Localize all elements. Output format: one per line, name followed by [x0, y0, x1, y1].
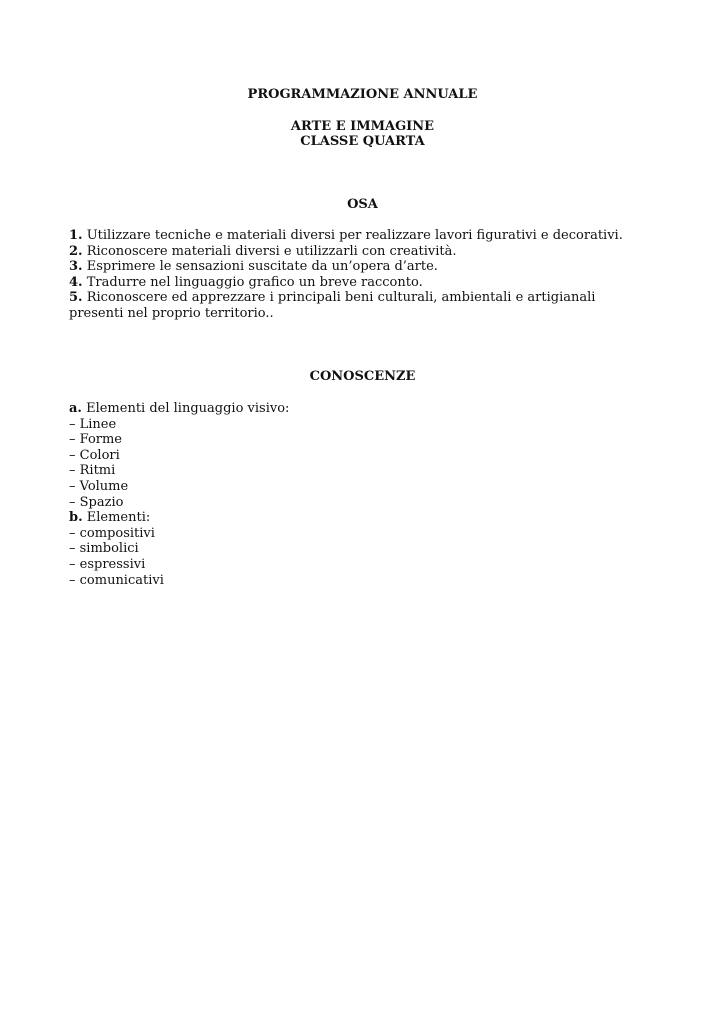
osa-item-number: 5. [69, 290, 83, 306]
list-item: – Volume [69, 478, 129, 494]
osa-item-number: 2. [69, 243, 83, 259]
osa-heading: OSA [347, 197, 378, 212]
osa-item-5 [69, 290, 669, 306]
list-item: – Ritmi [69, 463, 116, 479]
list-item: – comunicativi [69, 572, 164, 588]
osa-item-text: Riconoscere ed apprezzare i principali beni culturali, ambientali e artigianali [86, 290, 596, 306]
class-title: CLASSE QUARTA [300, 134, 425, 149]
list-item: – Colori [69, 447, 120, 463]
list-item: – Linee [69, 416, 117, 432]
section-b-heading [69, 510, 669, 526]
osa-item-text: Utilizzare tecniche e materiali diversi per realizzare lavori figurativi e decorativi. [86, 228, 623, 243]
osa-item-number: 1. [69, 228, 83, 243]
osa-item-1 [69, 228, 669, 244]
section-a-heading [69, 401, 669, 417]
section-b-letter: b. [69, 510, 83, 526]
osa-item-3 [69, 259, 669, 275]
osa-item-text: Riconoscere materiali diversi e utilizzarli con creatività. [86, 243, 457, 259]
section-a-text: Elementi del linguaggio visivo: [86, 401, 290, 416]
osa-item-number: 3. [69, 259, 83, 275]
osa-item-text: Tradurre nel linguaggio grafico un breve racconto. [86, 274, 423, 290]
osa-item-2 [69, 244, 669, 260]
section-a-letter: a. [69, 401, 82, 416]
osa-item-text: Esprimere le sensazioni suscitate da un’opera d’arte. [86, 259, 438, 275]
list-item: – espressivi [69, 556, 146, 572]
osa-item-4 [69, 275, 669, 291]
conoscenze-heading: CONOSCENZE [309, 369, 416, 384]
list-item: – compositivi [69, 525, 155, 541]
list-item: – simbolici [69, 541, 139, 557]
document-title: PROGRAMMAZIONE ANNUALE [247, 87, 478, 102]
osa-list [69, 228, 669, 322]
subject-title: ARTE E IMMAGINE [290, 119, 435, 134]
osa-item-number: 4. [69, 274, 83, 290]
list-item: – Forme [69, 432, 123, 448]
section-b-text: Elementi: [86, 510, 151, 526]
conoscenze-list [69, 401, 669, 588]
osa-item-5-continuation: presenti nel proprio territorio.. [69, 305, 274, 321]
list-item: – Spazio [69, 494, 124, 510]
